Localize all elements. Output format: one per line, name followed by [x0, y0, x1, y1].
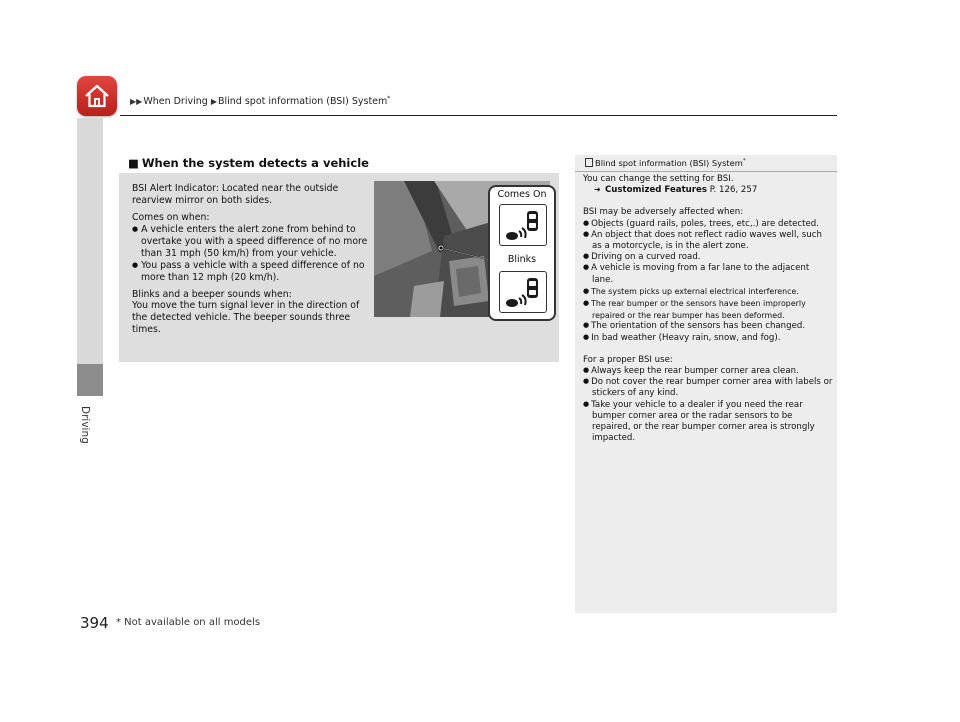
note-icon: [585, 158, 593, 167]
list-item: ● The orientation of the sensors has been changed.: [583, 321, 833, 332]
side-note-asterisk: *: [742, 158, 746, 165]
breadcrumb-item-bsi[interactable]: Blind spot information (BSI) System: [217, 96, 388, 108]
comes-on-list: [132, 224, 372, 284]
breadcrumb-arrow-icon: ▶▶: [130, 97, 143, 107]
list-item: ● The system picks up external electrical interference.: [583, 286, 833, 298]
side-note-panel: [575, 155, 837, 613]
list-item: ● An object that does not reflect radio waves well, such as a motorcycle, is in the alert zone.: [583, 230, 833, 252]
list-item: ● The rear bumper or the sensors have been improperly repaired or the rear bumper has been deformed.: [583, 298, 833, 321]
home-icon: [82, 81, 112, 111]
list-item: ● Do not cover the rear bumper corner area with labels or stickers of any kind.: [583, 377, 833, 399]
breadcrumb-item-when-driving[interactable]: When Driving: [143, 96, 208, 108]
affected-list: [583, 219, 833, 344]
chapter-label: Driving: [79, 406, 91, 444]
info-box-text: [132, 183, 372, 341]
side-note-body: [583, 174, 833, 444]
xref-arrow-icon: ➜: [594, 185, 601, 195]
xref-label[interactable]: Customized Features: [605, 185, 707, 196]
list-item: ● In bad weather (Heavy rain, snow, and fog).: [583, 333, 833, 344]
list-item: ● Always keep the rear bumper corner area clean.: [583, 366, 833, 377]
list-item: ● A vehicle enters the alert zone from behind to overtake you with a speed difference of no more than 31 mph (50 km/h) from your vehicle.: [132, 224, 372, 260]
side-note-header: [575, 155, 837, 172]
affected-intro: BSI may be adversely affected when:: [583, 207, 744, 218]
blinks-heading: Blinks and a beeper sounds when:: [132, 288, 292, 300]
chapter-tab-marker[interactable]: [77, 364, 103, 396]
bsi-indicator-blink-icon: [499, 271, 547, 313]
list-item: ● You pass a vehicle with a speed difference of no more than 12 mph (20 km/h).: [132, 260, 372, 284]
side-note-title-text: Blind spot information (BSI) System: [595, 158, 743, 168]
indicator-callout: [488, 185, 556, 321]
section-title: [128, 156, 369, 170]
side-note-title: [585, 158, 746, 168]
breadcrumb: [130, 95, 390, 107]
chapter-tab-background: [77, 118, 103, 364]
section-title-text: When the system detects a vehicle: [141, 156, 369, 170]
page-number: 394: [80, 614, 109, 632]
comes-on-heading: Comes on when:: [132, 212, 210, 224]
bsi-indicator-on-icon: [499, 204, 547, 246]
header-rule: [120, 115, 837, 116]
section-marker: ■: [128, 156, 139, 170]
breadcrumb-arrow-icon: ▶: [210, 97, 217, 107]
comes-on-label: Comes On: [497, 189, 547, 200]
list-item: ● Driving on a curved road.: [583, 252, 833, 263]
home-button[interactable]: [77, 76, 117, 116]
list-item: ● Objects (guard rails, poles, trees, etc,.) are detected.: [583, 219, 833, 230]
indicator-location: BSI Alert Indicator: Located near the outside rearview mirror on both sides.: [132, 183, 339, 206]
blinks-description: You move the turn signal lever in the direction of the detected vehicle. The beeper sounds three times.: [132, 300, 360, 335]
proper-use-intro: For a proper BSI use:: [583, 354, 673, 365]
footnote: * Not available on all models: [116, 617, 261, 628]
customized-features-link[interactable]: [583, 185, 833, 196]
list-item: ● Take your vehicle to a dealer if you need the rear bumper corner area or the radar sensors to be repaired, or the rear bumper corner area is strongly impacted.: [583, 400, 833, 445]
list-item: ● A vehicle is moving from a far lane to the adjacent lane.: [583, 263, 833, 285]
breadcrumb-asterisk: *: [387, 95, 391, 102]
blinks-label: Blinks: [507, 254, 537, 265]
change-setting-text: You can change the setting for BSI.: [583, 174, 734, 184]
proper-use-list: [583, 366, 833, 444]
xref-pages: P. 126, 257: [709, 185, 758, 196]
